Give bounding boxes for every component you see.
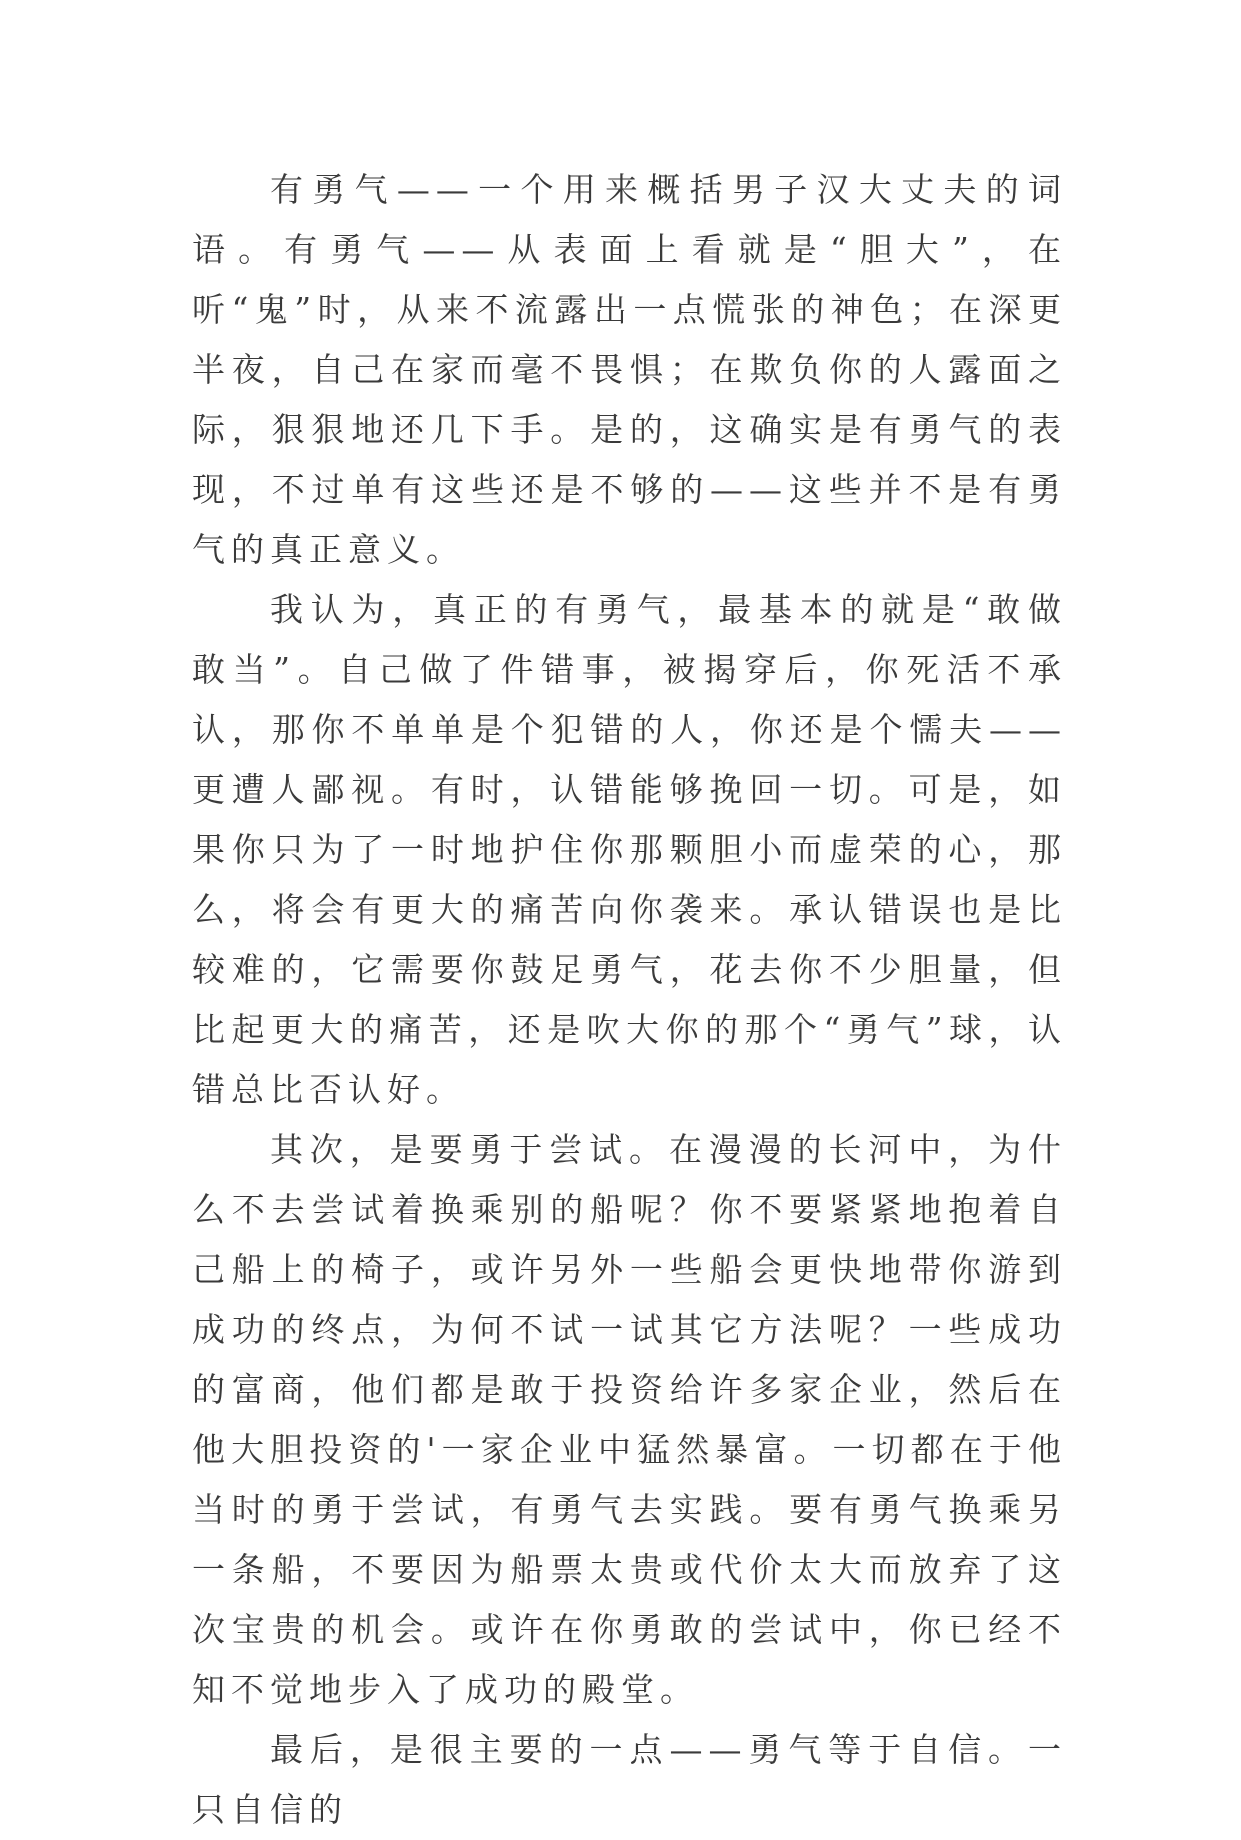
paragraph-1: 有勇气——一个用来概括男子汉大丈夫的词语。有勇气——从表面上看就是“胆大”，在听“鬼”时，从来不流露出一点慌张的神色；在深更半夜，自己在家而毫不畏惧；在欺负你的人露面之际，狠狠地还几下手。是的，这确实是有勇气的表现，不过单有这些还是不够的——这些并不是有勇气的真正意义。 [192, 170, 1067, 569]
paragraph-3: 其次，是要勇于尝试。在漫漫的长河中，为什么不去尝试着换乘别的船呢？你不要紧紧地抱着自己船上的椅子，或许另外一些船会更快地带你游到成功的终点，为何不试一试其它方法呢？一些成功的富商，他们都是敢于投资给许多家企业，然后在他大胆投资的'一家企业中猛然暴富。一切都在于他当时的勇于尝试，有勇气去实践。要有勇气换乘另一条船，不要因为船票太贵或代价太大而放弃了这次宝贵的机会。或许在你勇敢的尝试中，你已经不知不觉地步入了成功的殿堂。 [192, 1130, 1067, 1709]
essay-body [192, 160, 1067, 1840]
paragraph-2: 我认为，真正的有勇气，最基本的就是“敢做敢当”。自己做了件错事，被揭穿后，你死活不承认，那你不单单是个犯错的人，你还是个懦夫——更遭人鄙视。有时，认错能够挽回一切。可是，如果你只为了一时地护住你那颗胆小而虚荣的心，那么，将会有更大的痛苦向你袭来。承认错误也是比较难的，它需要你鼓足勇气，花去你不少胆量，但比起更大的痛苦，还是吹大你的那个“勇气”球，认错总比否认好。 [192, 590, 1067, 1109]
paragraph-4: 最后，是很主要的一点——勇气等于自信。一只自信的 [192, 1730, 1067, 1829]
